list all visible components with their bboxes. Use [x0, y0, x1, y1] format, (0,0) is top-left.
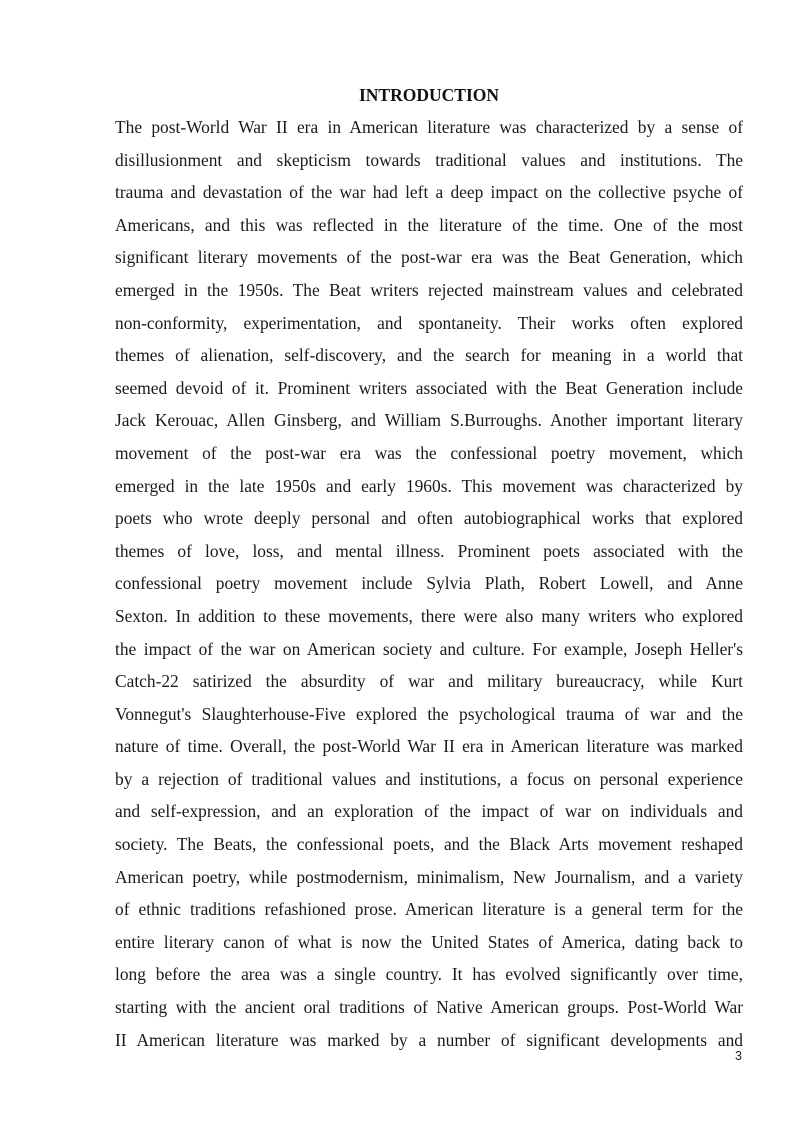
body-paragraph [115, 111, 743, 1056]
text-line: the impact of the war on American society and culture. For example, Joseph Heller's [115, 638, 743, 659]
section-heading: INTRODUCTION [358, 85, 500, 105]
text-line: nature of time. Overall, the post-World War II era in American literature was marked [115, 736, 743, 757]
text-line: society. The Beats, the confessional poets, and the Black Arts movement reshaped [115, 834, 743, 855]
text-line: Catch-22 satirized the absurdity of war and military bureaucracy, while Kurt [115, 671, 743, 692]
text-line: significant literary movements of the post-war era was the Beat Generation, which [115, 247, 743, 268]
text-line: II American literature was marked by a number of significant developments and [115, 1029, 743, 1050]
text-line: themes of love, loss, and mental illness. Prominent poets associated with the [115, 540, 743, 561]
text-line: and self-expression, and an exploration of the impact of war on individuals and [115, 801, 743, 822]
text-line: disillusionment and skepticism towards traditional values and institutions. The [115, 149, 743, 170]
text-line: by a rejection of traditional values and institutions, a focus on personal experience [115, 768, 743, 789]
text-line: Jack Kerouac, Allen Ginsberg, and William S.Burroughs. Another important literary [115, 410, 743, 431]
text-line: movement of the post-war era was the confessional poetry movement, which [115, 442, 743, 463]
text-line: of ethnic traditions refashioned prose. American literature is a general term for the [115, 899, 743, 920]
text-line: trauma and devastation of the war had left a deep impact on the collective psyche of [115, 182, 743, 203]
text-line: emerged in the 1950s. The Beat writers rejected mainstream values and celebrated [115, 279, 743, 300]
text-line: The post-World War II era in American literature was characterized by a sense of [115, 117, 743, 137]
text-line: American poetry, while postmodernism, minimalism, New Journalism, and a variety [115, 866, 743, 887]
text-line: poets who wrote deeply personal and often autobiographical works that explored [115, 508, 743, 529]
text-line: emerged in the late 1950s and early 1960s. This movement was characterized by [115, 475, 743, 496]
text-line: entire literary canon of what is now the United States of America, dating back to [115, 931, 743, 952]
text-line: themes of alienation, self-discovery, and the search for meaning in a world that [115, 345, 743, 366]
text-line: Americans, and this was reflected in the literature of the time. One of the most [115, 214, 743, 235]
text-line: Vonnegut's Slaughterhouse-Five explored the psychological trauma of war and the [115, 703, 743, 724]
text-line: non-conformity, experimentation, and spontaneity. Their works often explored [115, 312, 743, 333]
text-line: seemed devoid of it. Prominent writers associated with the Beat Generation include [115, 377, 743, 398]
text-line: Sexton. In addition to these movements, there were also many writers who explored [115, 605, 743, 626]
text-line: confessional poetry movement include Sylvia Plath, Robert Lowell, and Anne [115, 573, 743, 594]
page-number: 3 [735, 1049, 742, 1063]
text-line: starting with the ancient oral traditions of Native American groups. Post-World War [115, 997, 743, 1018]
text-line: long before the area was a single country. It has evolved significantly over time, [115, 964, 743, 985]
